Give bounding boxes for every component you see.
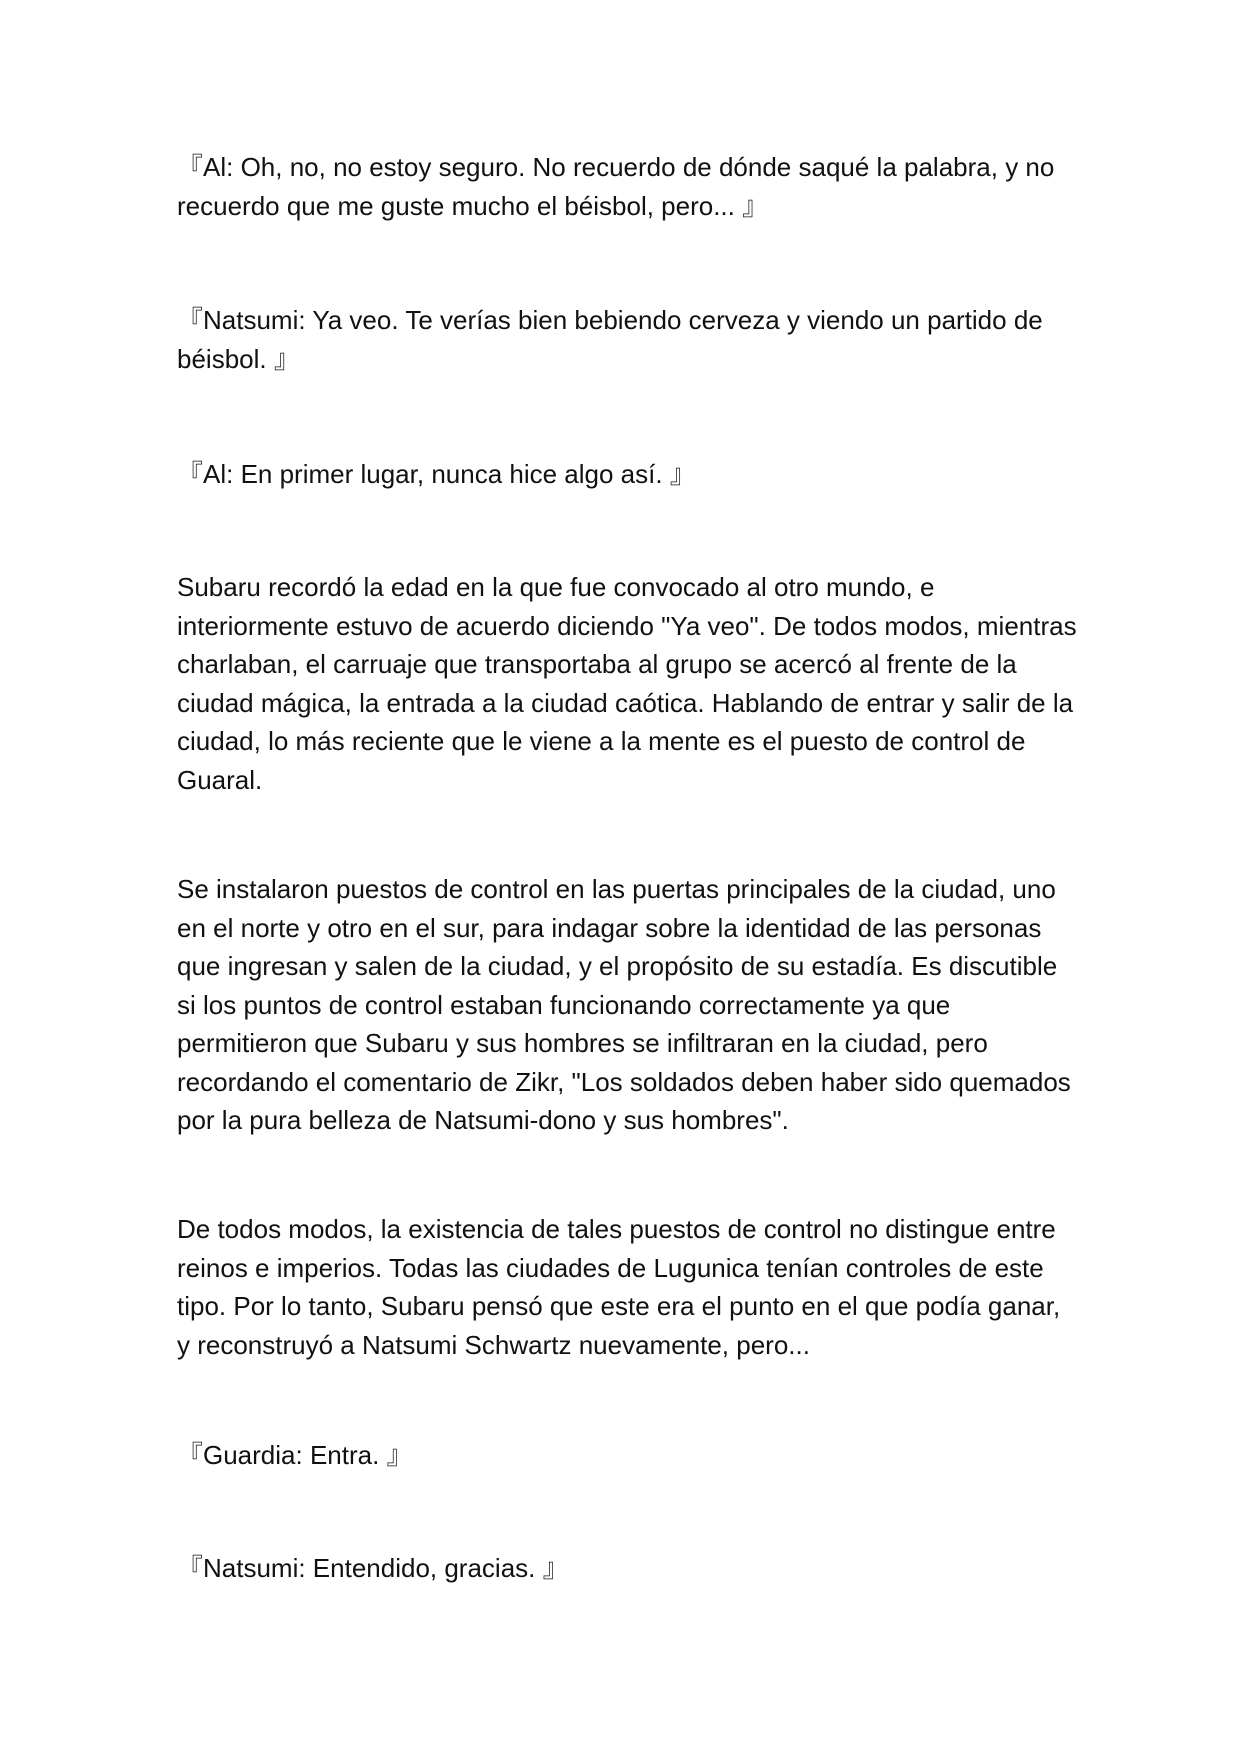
paragraph-lugunica-controls: De todos modos, la existencia de tales puestos de control no distingue entre reinos e imperios. Todas las ciudades de Lugunica tenían controles de este tipo. Por lo tanto, Subaru pensó que este era el punto en el que podía ganar, y reconstruyó a Natsumi Schwartz nuevamente, pero... [177, 1214, 1061, 1360]
dialogue-natsumi-thanks: 『Natsumi: Entendido, gracias. 』 [177, 1553, 569, 1583]
dialogue-guard-enter: 『Guardia: Entra. 』 [177, 1440, 413, 1470]
dialogue-al-baseball: 『Al: Oh, no, no estoy seguro. No recuerdo de dónde saqué la palabra, y no recuerdo que me guste mucho el béisbol, pero... 』 [177, 152, 1055, 221]
dialogue-natsumi-beer: 『Natsumi: Ya veo. Te verías bien bebiendo cerveza y viendo un partido de béisbol. 』 [177, 305, 1043, 374]
dialogue-al-first-place: 『Al: En primer lugar, nunca hice algo así. 』 [177, 459, 696, 489]
paragraph-subaru-recalls: Subaru recordó la edad en la que fue convocado al otro mundo, e interiormente estuvo de acuerdo diciendo "Ya veo". De todos modos, mientras charlaban, el carruaje que transportaba al grupo se acercó al frente de la ciudad mágica, la entrada a la ciudad caótica. Hablando de entrar y salir de la ciudad, lo más reciente que le viene a la mente es el puesto de control de Guaral. [177, 572, 1077, 795]
paragraph-checkpoints: Se instalaron puestos de control en las puertas principales de la ciudad, uno en el norte y otro en el sur, para indagar sobre la identidad de las personas que ingresan y salen de la ciudad, y el propósito de su estadía. Es discutible si los puntos de control estaban funcionando correctamente ya que permitieron que Subaru y sus hombres se infiltraran en la ciudad, pero recordando el comentario de Zikr, "Los soldados deben haber sido quemados por la pura belleza de Natsumi-dono y sus hombres". [177, 874, 1071, 1135]
